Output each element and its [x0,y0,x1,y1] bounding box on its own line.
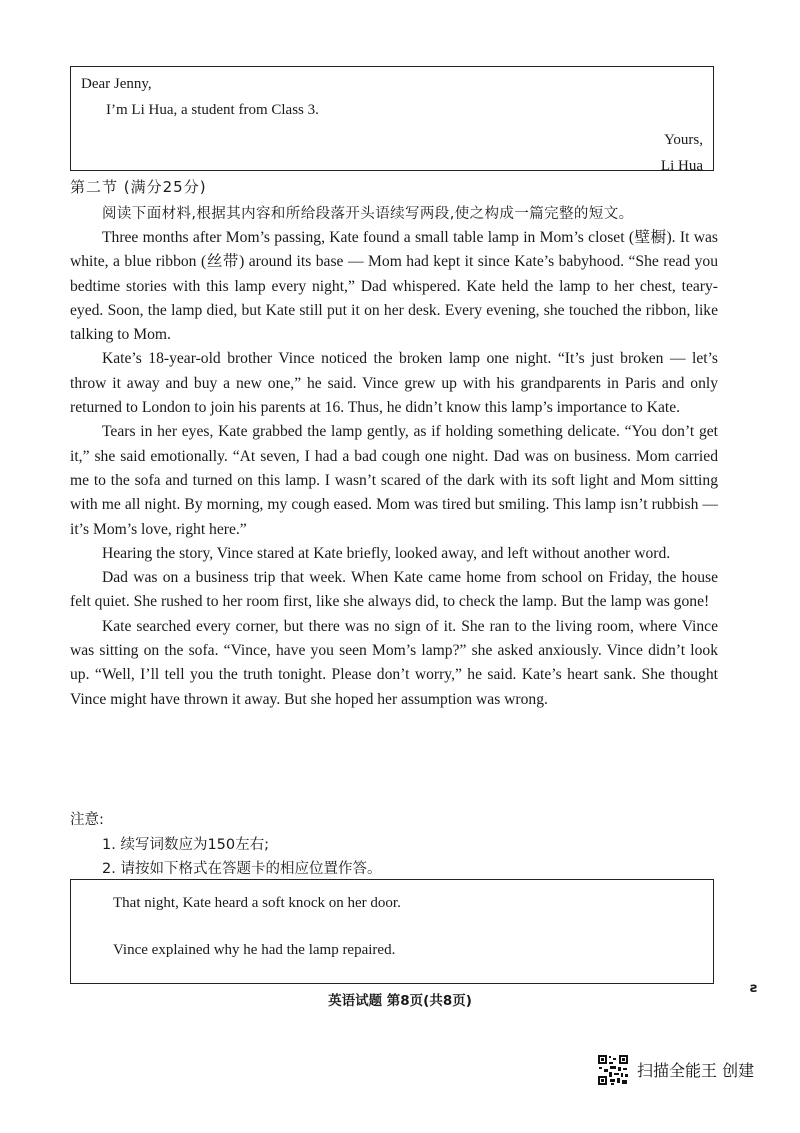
scanner-watermark [597,1053,754,1086]
letter-signature: Li Hua [660,158,703,174]
story-text [70,226,718,712]
letter-box [70,66,714,174]
section-title: 第二节 (满分25分) [70,178,207,196]
page-footer: 英语试题 第8页(共8页) [328,993,472,1009]
notes-item: 1. 续写词数应为150左右; [102,836,270,853]
section-instruction: 阅读下面材料,根据其内容和所给段落开头语续写两段,使之构成一篇完整的短文。 [102,206,634,222]
qr-code-icon [597,1054,629,1086]
story-paragraph: Tears in her eyes, Kate grabbed the lamp gently, as if holding something delicate. “You don’t get it,” she said emotionally. “At seven, I had a bad cough one night. Dad was on business. Mom carried me to the sofa and turned on this lamp. I wasn’t scared of the dark with its soft light and Mom sitting with me all night. By morning, my cough eased. Mom was tired but smiling. This lamp isn’t rubbish — it’s Mom’s love, right here.” [70,423,718,538]
notes [70,808,381,882]
story-paragraph: Kate’s 18-year-old brother Vince noticed the broken lamp one night. “It’s just broken — let’s throw it away and buy a new one,” he said. Vince grew up with his grandparents in Paris and only returned to London to join his parents at 16. Thus, he didn’t know this lamp’s importance to Kate. [70,350,718,417]
prompt-line-1: That night, Kate heard a soft knock on her door. [113,895,401,911]
notes-item: 2. 请按如下格式在答题卡的相应位置作答。 [102,861,382,877]
prompt-box [70,879,714,984]
watermark-text: 扫描全能王 创建 [637,1061,755,1080]
letter-closing: Yours, [664,132,703,148]
letter-greeting: Dear Jenny, [81,76,152,92]
story-paragraph: Three months after Mom’s passing, Kate found a small table lamp in Mom’s closet (壁橱). It was white, a blue ribbon (丝带) around its base — Mom had kept it since Kate’s babyhood. “She read you bedtime stories with this lamp every night,” Dad whispered. Kate held the lamp to her chest, teary-eyed. Soon, the lamp died, but Kate still put it on her desk. Every evening, she touched the ribbon, like talking to Mom. [70,229,718,344]
side-mark: ꙅ [750,981,758,996]
story-paragraph: Kate searched every corner, but there was no sign of it. She ran to the living room, where Vince was sitting on the sofa. “Vince, have you seen Mom’s lamp?” she asked anxiously. Vince didn’t look up. “Well, I’ll tell you the truth tonight. Please don’t worry,” he said. Kate’s heart sank. She thought Vince might have thrown it away. But she hoped her assumption was wrong. [70,617,718,708]
notes-heading: 注意: [70,812,104,828]
prompt-line-2: Vince explained why he had the lamp repaired. [113,942,396,958]
story-paragraph: Dad was on a business trip that week. When Kate came home from school on Friday, the house felt quiet. She rushed to her room first, like she always did, to check the lamp. But the lamp was gone! [70,569,718,611]
letter-body: I’m Li Hua, a student from Class 3. [106,102,319,118]
story-paragraph: Hearing the story, Vince stared at Kate briefly, looked away, and left without another word. [102,544,671,562]
